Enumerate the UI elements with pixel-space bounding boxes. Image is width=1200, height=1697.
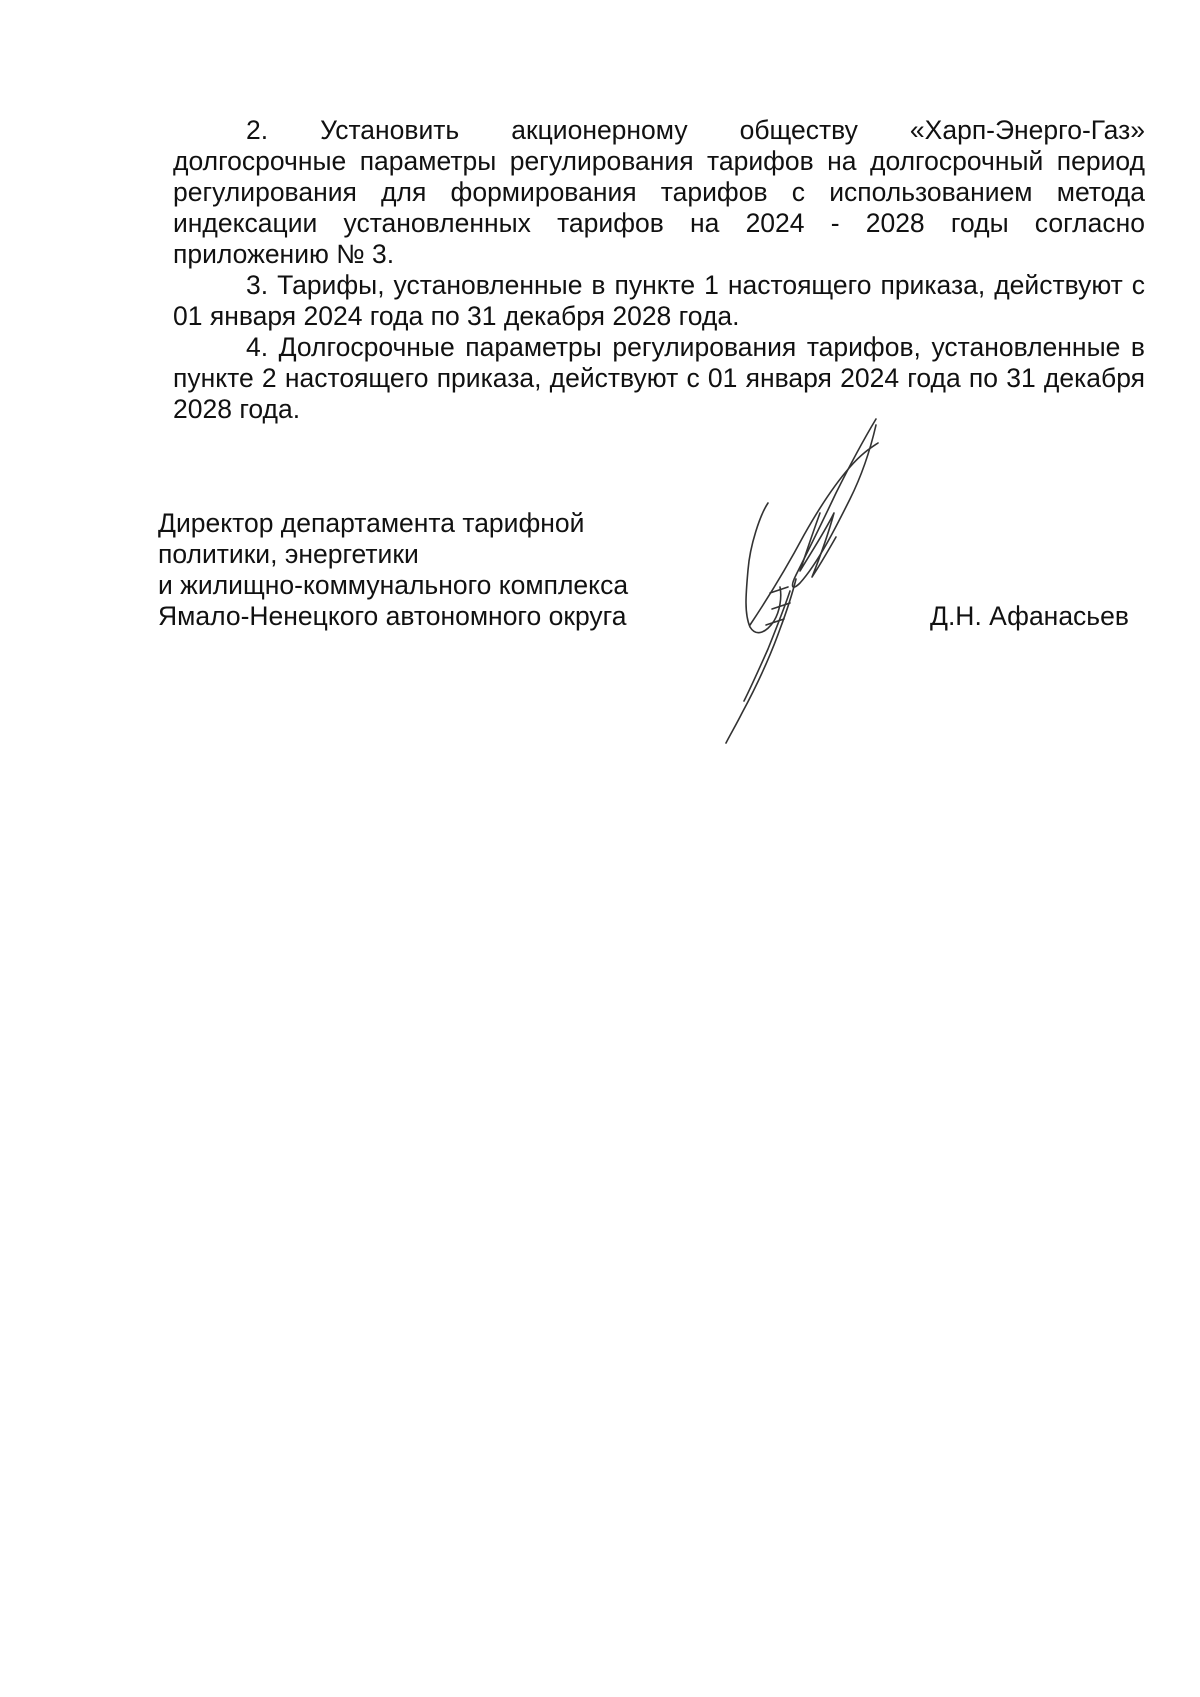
position-line-3: и жилищно-коммунального комплекса: [158, 570, 629, 600]
signature-stroke-zigzag: [800, 513, 836, 577]
signature-stroke-rise: [750, 443, 878, 625]
signer-position: [158, 508, 628, 632]
paragraph-2: 2. Установить акционерному обществу «Харп-Энерго-Газ» долгосрочные параметры регулирования тарифов на долгосрочный период регулирования для формирования тарифов с использованием метода индексации установленных тарифов на 2024 - 2028 годы согласно приложению № 3.: [173, 115, 1145, 269]
signature-drawing: [700, 395, 960, 755]
signature-stroke-marks: [766, 587, 790, 625]
signature-stroke-tail-2: [744, 591, 790, 701]
signer-name: Д.Н. Афанасьев: [930, 601, 1129, 631]
position-line-4: Ямало-Ненецкого автономного округа: [158, 601, 627, 631]
signature-stroke-hook: [746, 503, 781, 633]
paragraph-3: 3. Тарифы, установленные в пункте 1 настоящего приказа, действуют с 01 января 2024 года по 31 декабря 2028 года.: [173, 270, 1145, 331]
position-line-2: политики, энергетики: [158, 539, 419, 569]
position-line-1: Директор департамента тарифной: [158, 508, 585, 538]
paragraph-4: 4. Долгосрочные параметры регулирования тарифов, установленные в пункте 2 настоящего приказа, действуют с 01 января 2024 года по 31 декабря 2028 года.: [173, 332, 1145, 424]
document-body: [173, 115, 1145, 425]
handwritten-signature: [700, 395, 960, 755]
